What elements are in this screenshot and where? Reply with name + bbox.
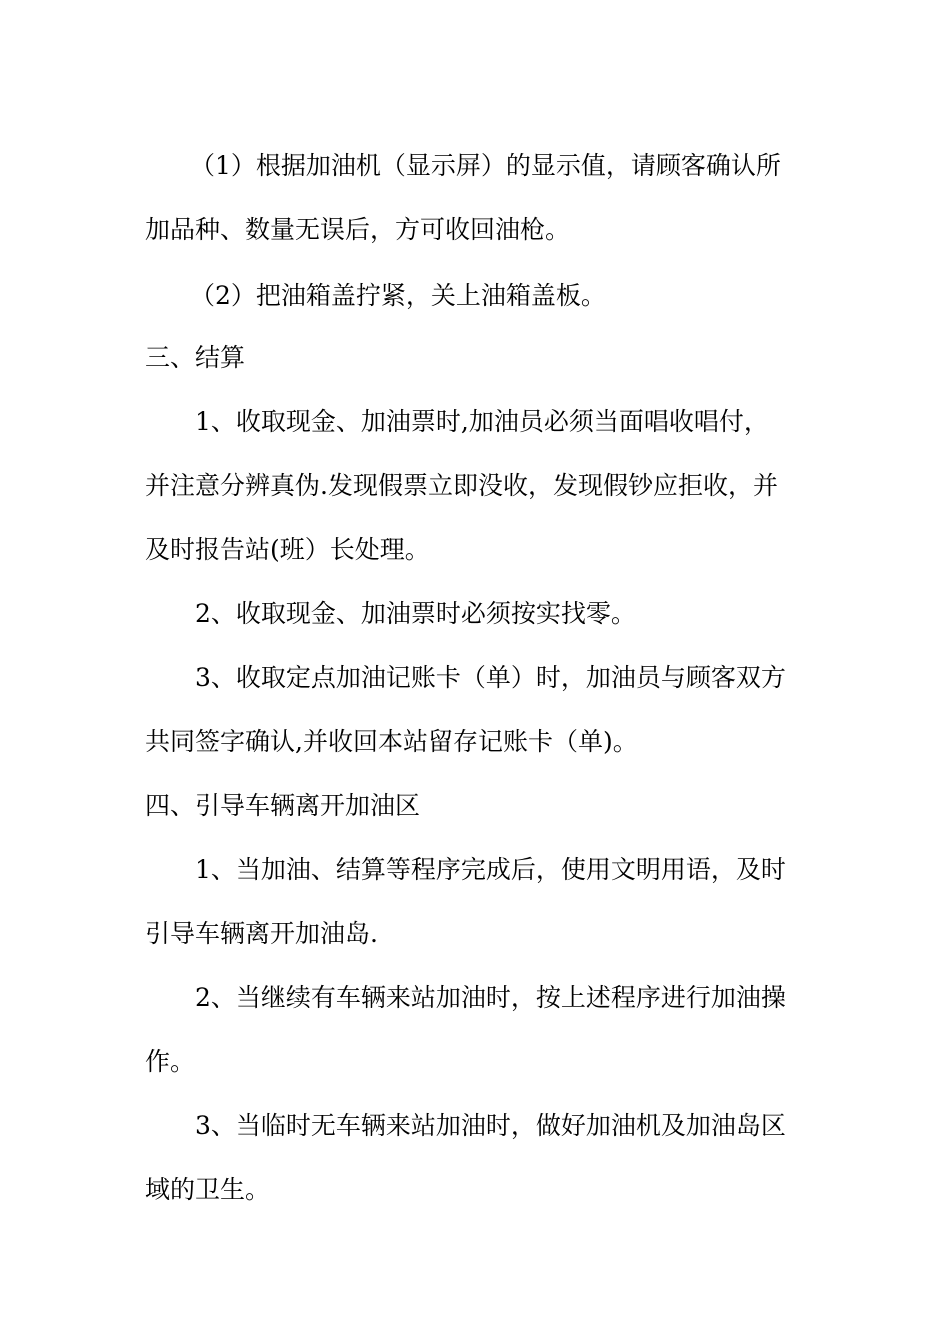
paragraph-line: 域的卫生。 xyxy=(145,1175,271,1204)
paragraph-line: 共同签字确认,并收回本站留存记账卡（单)。 xyxy=(145,727,638,756)
paragraph-line: 3、收取定点加油记账卡（单）时，加油员与顾客双方 xyxy=(195,663,786,692)
paragraph-line: 作。 xyxy=(145,1047,196,1076)
paragraph-line: （1）根据加油机（显示屏）的显示值，请顾客确认所 xyxy=(190,151,781,180)
section-heading: 四、引导车辆离开加油区 xyxy=(145,791,421,820)
paragraph-line: 1、当加油、结算等程序完成后，使用文明用语，及时 xyxy=(195,855,786,884)
paragraph-line: 引导车辆离开加油岛. xyxy=(145,919,378,948)
paragraph-line: 1、收取现金、加油票时,加油员必须当面唱收唱付， xyxy=(195,407,769,436)
paragraph-line: 2、当继续有车辆来站加油时，按上述程序进行加油操 xyxy=(195,983,786,1012)
paragraph-line: （2）把油箱盖拧紧，关上油箱盖板。 xyxy=(190,281,606,310)
paragraph-line: 及时报告站(班）长处理。 xyxy=(145,535,430,564)
paragraph-line: 并注意分辨真伪.发现假票立即没收，发现假钞应拒收，并 xyxy=(145,471,778,500)
section-heading: 三、结算 xyxy=(145,343,246,372)
paragraph-line: 加品种、数量无误后，方可收回油枪。 xyxy=(145,215,571,244)
paragraph-line: 3、当临时无车辆来站加油时，做好加油机及加油岛区 xyxy=(195,1111,786,1140)
paragraph-line: 2、收取现金、加油票时必须按实找零。 xyxy=(195,599,636,628)
